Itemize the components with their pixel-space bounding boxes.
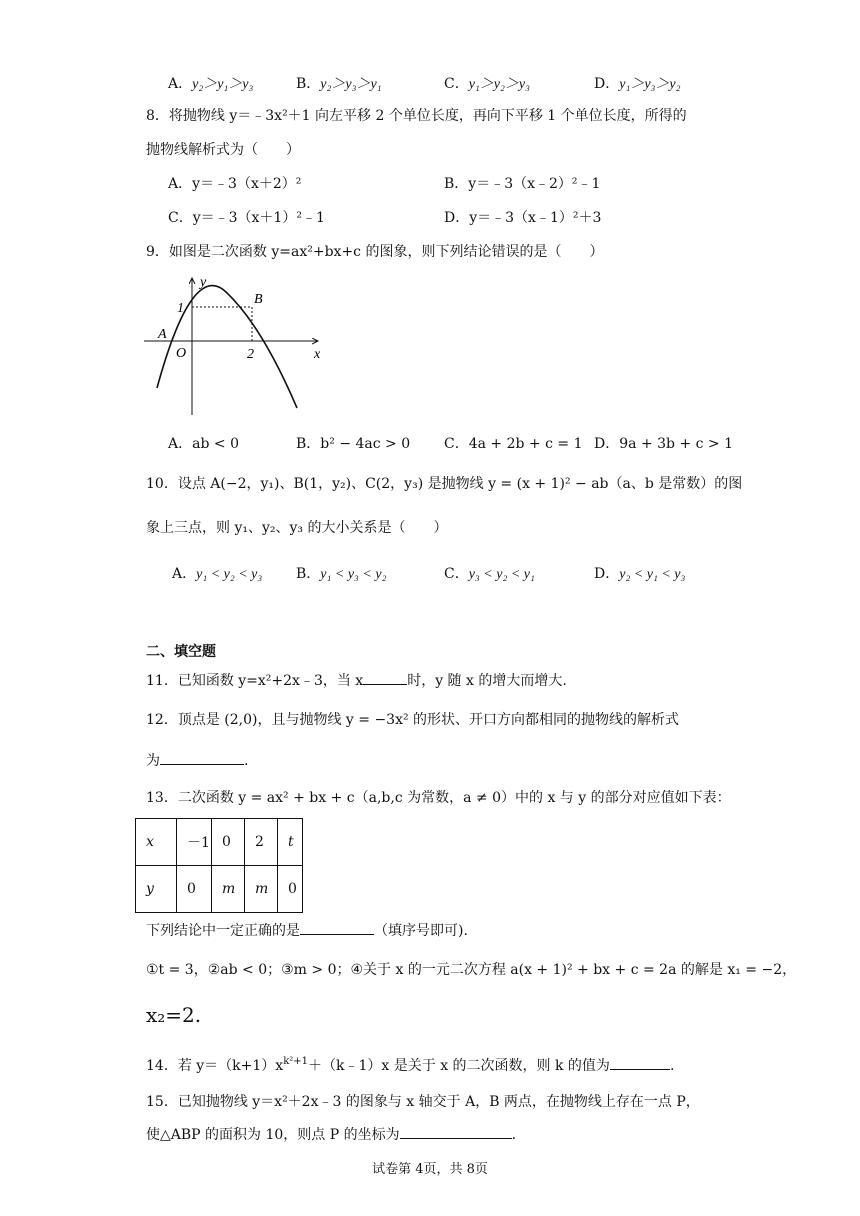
q8-option-c: C．y＝﹣3（x＋1）²﹣1 <box>168 210 325 226</box>
q11-answer-blank[interactable] <box>363 670 407 685</box>
q9-option-a: A．ab < 0 <box>168 436 239 452</box>
q14: 14．若 $y=(k+1)x^{k^2+1}+(k﹣1)x$ 是关于 x 的二次函数，则 k 的值为 . <box>146 1056 675 1074</box>
q13-conclusions-end: x₂=2. <box>146 1003 202 1027</box>
q13-conclusions: ①t = 3，②ab < 0；③m > 0；④关于 x 的一元二次方程 a(x + 1)² + bx + c = 2a 的解是 x₁ = −2， <box>146 962 797 978</box>
table-cell: m <box>212 866 245 913</box>
q7-option-a: A．y₂＞y₁＞y₃ <box>168 76 254 92</box>
graph-point-b-label: B <box>254 292 263 307</box>
q7-option-b: B．y₂＞y₃＞y₁ <box>296 76 382 92</box>
table-cell: －1 <box>177 819 212 866</box>
q9-option-c: C．4a + 2b + c = 1 <box>444 436 583 452</box>
q10-stem-line1: 10．设点 A(−2，y₁)、B(1，y₂)、C(2，y₃) 是抛物线 y = (x + 1)² − ab（a、b 是常数）的图 <box>146 476 743 492</box>
q9-stem: 9．如图是二次函数 y=ax²+bx+c 的图象，则下列结论错误的是（ ） <box>146 244 604 260</box>
q15-line2: 使△ABP 的面积为 10，则点 P 的坐标为 . <box>146 1124 516 1145</box>
graph-origin-label: O <box>176 346 187 361</box>
table-row-x <box>136 819 303 866</box>
table-cell: x <box>136 819 177 866</box>
q10-option-c: C．y₃ < y₂ < y₁ <box>444 566 535 582</box>
q10-stem-line2: 象上三点，则 y₁、y₂、y₃ 的大小关系是（ ） <box>146 520 448 536</box>
table-cell: 0 <box>278 866 303 913</box>
q13-stem: 13．二次函数 y = ax² + bx + c（a,b,c 为常数，a ≠ 0）中的 x 与 y 的部分对应值如下表： <box>146 790 731 806</box>
graph-y-label: y <box>200 275 207 290</box>
q14-exponent: k²+1 <box>283 1056 309 1067</box>
q13-value-table <box>135 818 303 913</box>
graph-tick-1: 1 <box>177 301 184 316</box>
q8-option-d: D．y＝﹣3（x﹣1）²＋3 <box>444 210 602 226</box>
q7-option-c: C．y₁＞y₂＞y₃ <box>444 76 530 92</box>
table-row-y <box>136 866 303 913</box>
q14-answer-blank[interactable] <box>610 1055 670 1070</box>
graph-tick-2: 2 <box>247 347 254 362</box>
table-cell: 0 <box>212 819 245 866</box>
table-cell: 2 <box>245 819 278 866</box>
page-footer: 试卷第 4页，共 8页 <box>372 1162 488 1177</box>
q8-stem-line1: 8．将抛物线 y＝﹣3x²＋1 向左平移 2 个单位长度，再向下平移 1 个单位长度，所得的 <box>146 108 687 124</box>
q13-answer-blank[interactable] <box>300 920 374 935</box>
table-cell: t <box>278 819 303 866</box>
table-cell: 0 <box>177 866 212 913</box>
q15-answer-blank[interactable] <box>400 1124 512 1139</box>
q10-option-b: B．y₁ < y₃ < y₂ <box>296 566 387 582</box>
q13-prompt: 下列结论中一定正确的是 （填序号即可). <box>146 920 468 941</box>
q12-line1: 12．顶点是 (2,0)，且与抛物线 y = −3x² 的形状、开口方向都相同的抛物线的解析式 <box>146 712 680 728</box>
q10-option-d: D．y₂ < y₁ < y₃ <box>594 566 686 582</box>
q9-option-d: D．9a + 3b + c > 1 <box>594 436 733 452</box>
q10-option-a: A．y₁ < y₂ < y₃ <box>172 566 263 582</box>
q9-option-b: B．b² − 4ac > 0 <box>296 436 411 452</box>
q12-answer-blank[interactable] <box>160 750 244 765</box>
section-title-fill-in: 二、填空题 <box>146 644 216 660</box>
table-cell: m <box>245 866 278 913</box>
q7-option-d: D．y₁＞y₃＞y₂ <box>594 76 681 92</box>
q15-line1: 15．已知抛物线 y＝x²＋2x﹣3 的图象与 x 轴交于 A，B 两点，在抛物线上存在一点 P， <box>146 1094 700 1110</box>
q8-stem-line2: 抛物线解析式为（ ） <box>146 142 300 158</box>
q8-option-b: B．y＝﹣3（x﹣2）²﹣1 <box>444 176 601 192</box>
q11: 11．已知函数 y=x²+2x﹣3，当 x 时，y 随 x 的增大而增大. <box>146 670 567 691</box>
q9-parabola-graph <box>140 270 340 418</box>
table-cell: y <box>136 866 177 913</box>
graph-x-label: x <box>314 347 321 362</box>
graph-point-a-label: A <box>158 327 167 342</box>
q12-line2: 为 . <box>146 750 248 771</box>
q8-option-a: A．y＝﹣3（x＋2）² <box>168 176 302 192</box>
